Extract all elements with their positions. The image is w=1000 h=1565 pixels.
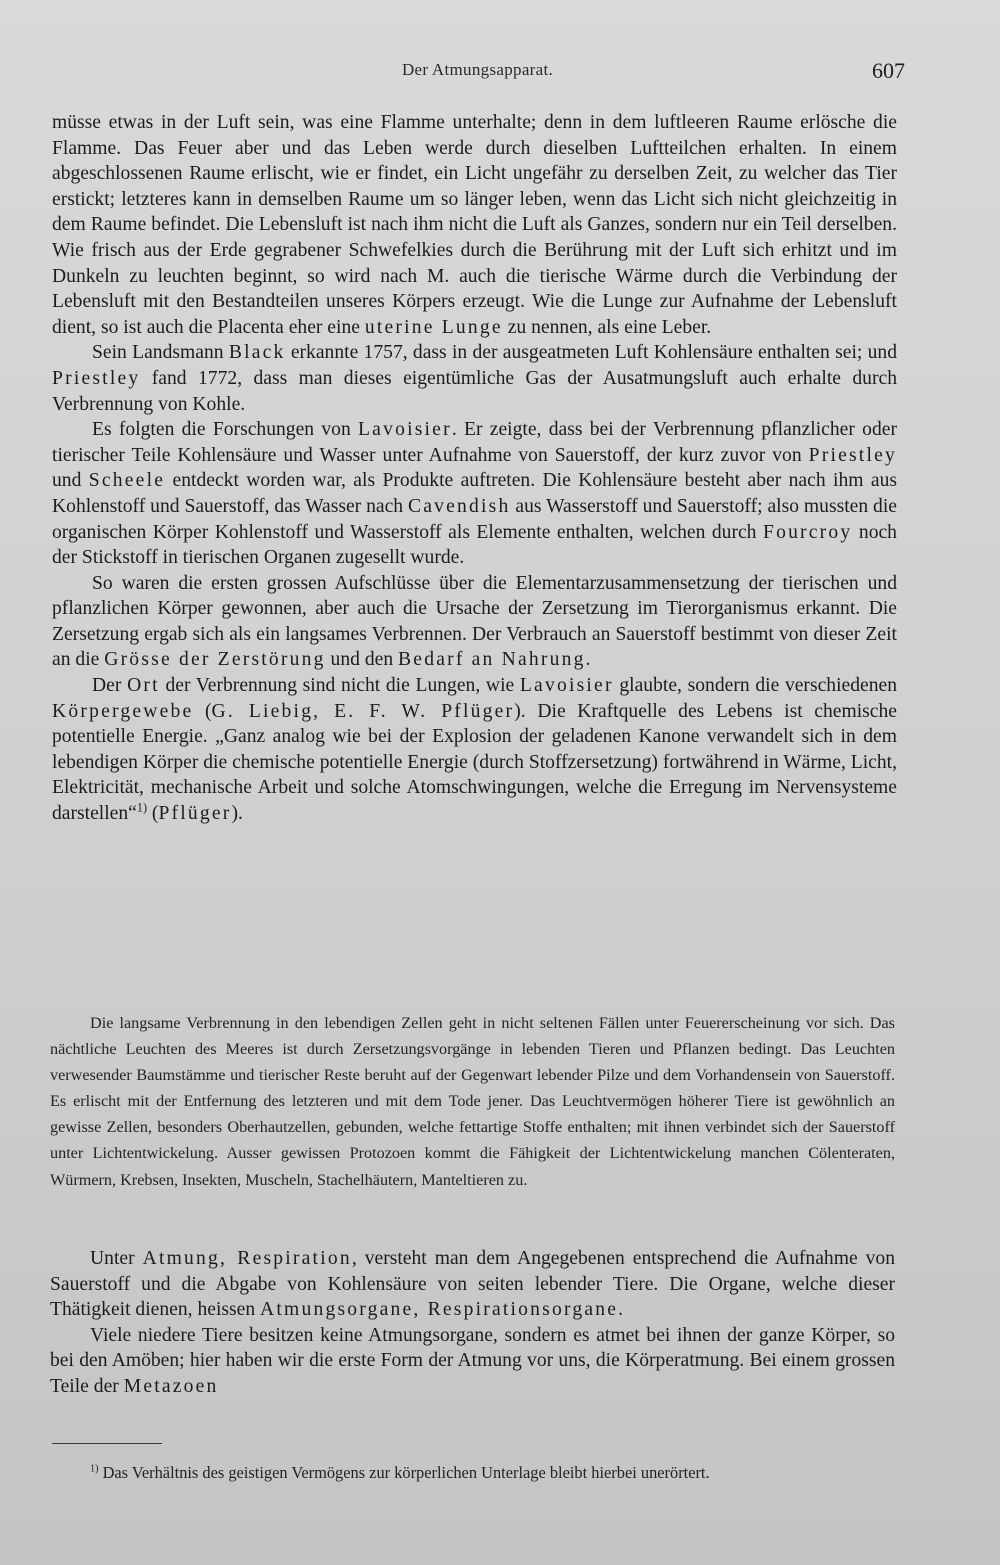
spaced-name: Cavendish — [407, 495, 511, 517]
paragraph: Viele niedere Tiere besitzen keine Atmungsorgane, sondern es atmet bei ihnen der ganze Körper, so bei den Amöben; hier haben wir die erste Form der Atmung vor uns, die Körperatmung. Bei einem grossen Teile der Metazoen — [50, 1324, 895, 1397]
spaced-name: Lavoisier — [358, 419, 452, 441]
spaced-term: uterine Lunge — [364, 316, 503, 338]
spaced-name: Black — [228, 342, 286, 364]
paragraph: Unter Atmung, Respiration, versteht man dem Angegebenen entsprechend die Aufnahme von Sauerstoff und die Abgabe von Kohlensäure von seiten lebender Tiere. Die Organe, welche dieser Thätigkeit dienen, heissen Atmungsorgane, Respirationsorgane. — [50, 1248, 896, 1321]
paragraph: So waren die ersten grossen Aufschlüsse über die Elementarzusammensetzung der tierischen und pflanzlichen Körper gewonnen, aber auch die Ursache der Zersetzung im Tierorganismus erkannt. Die Zersetzung ergab sich als ein langsames Verbrennen. Der Verbrauch an Sauerstoff bestimmt von dieser Zeit an die Grösse der Zerstörung und den Bedarf an Nahrung. — [52, 572, 897, 671]
footnote-divider — [52, 1443, 162, 1444]
paragraph: Der Ort der Verbrennung sind nicht die Lungen, wie Lavoisier glaubte, sondern die verschiedenen Körpergewebe (G. Liebig, E. F. W. Pflüger). Die Kraftquelle des Lebens ist chemische potentielle Energie. „Ganz analog wie bei der Explosion der geladenen Kanone verwandelt sich in dem lebendigen Körper die chemische potentielle Energie (durch Stoffzersetzung) fortwährend in Wärme, Licht, Elektricität, mechanische Arbeit und solche Atomschwingungen, welche die Erregung im Nervensysteme darstellen“$^{1)}$ (Pflüger). — [52, 675, 897, 825]
main-text — [52, 110, 897, 827]
paragraph: Sein Landsmann Black erkannte 1757, dass in der ausgeatmeten Luft Kohlensäure enthalten sei; und Priestley fand 1772, dass man dieses eigentümliche Gas der Ausatmungsluft auch erhalte durch Verbrennung von Kohle. — [52, 342, 898, 415]
small-print-paragraph: Die langsame Verbrennung in den lebendigen Zellen geht in nicht seltenen Fällen unter Feuererscheinung vor sich. Das nächtliche Leuchten des Meeres ist durch Zersetzungsvorgänge in lebenden Tieren und Pflanzen bedingt. Das Leuchten verwesender Baumstämme und tierischer Reste beruht auf der Gegenwart lebender Pilze und dem Vorhandensein von Sauerstoff. Es erlischt mit der Entfernung des letzteren und mit dem Tode jener. Das Leuchtvermögen höherer Tiere ist gewöhnlich an gewisse Zellen, besonders Oberhautzellen, gebunden, welche fettartige Stoffe enthalten; mit ihnen verbindet sich der Sauerstoff unter Lichtentwickelung. Ausser gewissen Protozoen kommt die Fähigkeit der Lichtentwickelung manchen Cölenteraten, Würmern, Krebsen, Insekten, Muscheln, Stachelhäutern, Manteltieren zu. — [50, 1014, 895, 1189]
spaced-term: Bedarf an Nahrung — [398, 649, 586, 671]
spaced-term: Metazoen — [123, 1375, 219, 1397]
spaced-term: Atmung, Respiration — [142, 1248, 352, 1269]
spaced-name: Priestley — [52, 367, 141, 389]
running-title: Der Atmungsapparat. — [401, 60, 554, 79]
footnote-reference: 1) — [136, 800, 147, 815]
footnote-marker: 1) — [90, 1463, 99, 1475]
spaced-name: Fourcroy — [762, 521, 853, 543]
spaced-term: Ort — [127, 675, 160, 697]
spaced-name: Priestley — [808, 444, 897, 466]
footnote — [50, 1462, 890, 1484]
spaced-name: Pflüger — [158, 803, 232, 825]
paragraph: müsse etwas in der Luft sein, was eine Flamme unterhalte; denn in dem luftleeren Raume erlösche die Flamme. Das Feuer aber und das Leben werde durch dieselben Luftteilchen erhalten. In einem abgeschlossenen Raume erlischt, wie er findet, ein Licht ungefähr zu derselben Zeit, zu welcher das Tier erstickt; letzteres kann in demselben Raume um so länger leben, wenn das Licht sich nicht gleichzeitig in dem Raume befindet. Die Lebensluft ist nach ihm nicht die Luft als Ganzes, sondern nur ein Teil derselben. Wie frisch aus der Erde gegrabener Schwefelkies durch die Berührung mit der Luft sich erhitzt und im Dunkeln zu leuchten beginnt, so wird nach M. auch die tierische Wärme durch die Verbindung der Lebensluft mit den Bestandteilen unseres Körpers erzeugt. Wie die Lunge zur Aufnahme der Lebensluft dient, so ist auch die Placenta eher eine uterine Lunge zu nennen, als eine Leber. — [52, 112, 897, 338]
spaced-term: Atmungsorgane, Respirationsorgane — [260, 1299, 619, 1321]
spaced-term: Körpergewebe — [52, 700, 194, 722]
footnote-text: $^{1)}$ Das Verhältnis des geistigen Vermögens zur körperlichen Unterlage bleibt hierbei unerörtert. — [90, 1463, 710, 1482]
spaced-term: Grösse der Zerstörung — [104, 649, 326, 671]
small-print-section — [50, 1010, 895, 1193]
spaced-name: Scheele — [88, 470, 166, 492]
page-number: 607 — [872, 58, 905, 83]
page-header — [50, 58, 905, 88]
spaced-name: Lavoisier — [519, 675, 614, 697]
spaced-name: G. Liebig, E. F. W. Pflüger — [211, 700, 515, 722]
lower-text — [50, 1246, 895, 1400]
paragraph: Es folgten die Forschungen von Lavoisier. Er zeigte, dass bei der Verbrennung pflanzlicher oder tierischer Teile Kohlensäure und Wasser unter Aufnahme von Sauerstoff, der kurz zuvor von Priestley und Scheele entdeckt worden war, als Produkte auftreten. Die Kohlensäure besteht aber nach ihm aus Kohlenstoff und Sauerstoff, das Wasser nach Cavendish aus Wasserstoff und Sauerstoff; also mussten die organischen Körper Kohlenstoff und Wasserstoff als Elemente enthalten, welchen durch Fourcroy noch der Stickstoff in tierischen Organen zugesellt wurde. — [52, 419, 897, 569]
